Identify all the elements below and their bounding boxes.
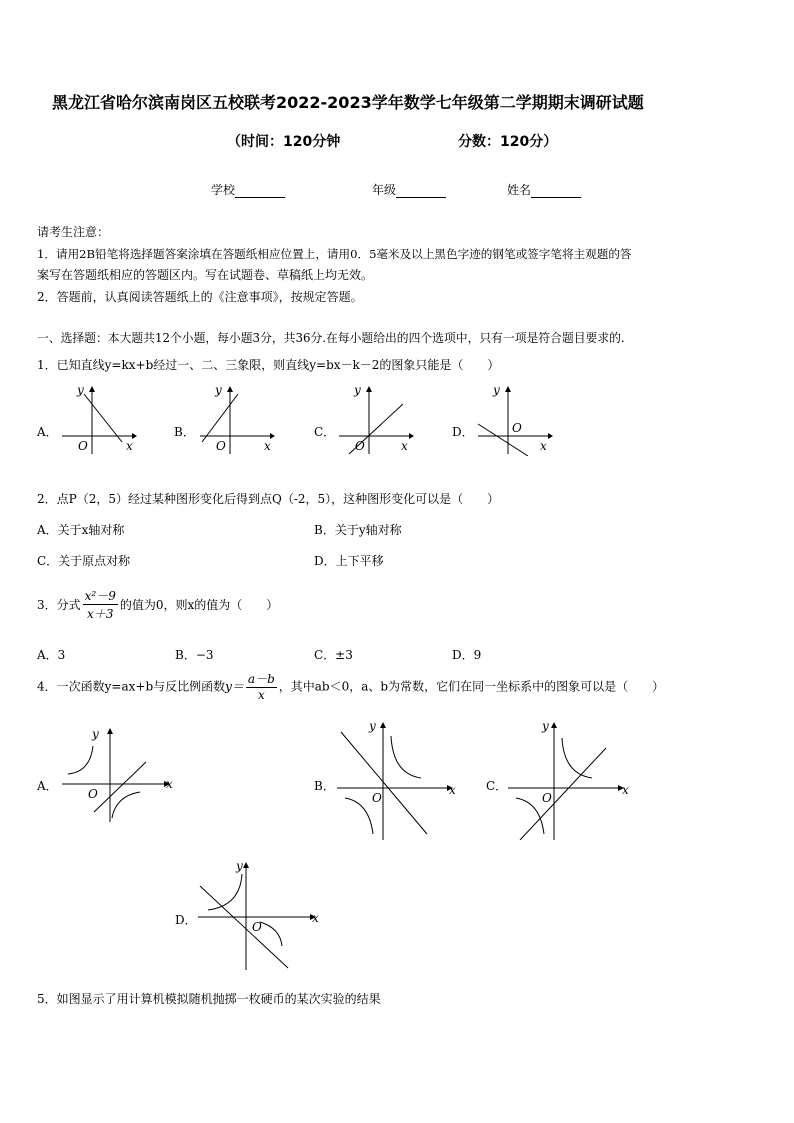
- grade-blank[interactable]: [396, 185, 446, 198]
- q1-option-a[interactable]: A．: [37, 425, 58, 439]
- q2-option-b[interactable]: B．关于y轴对称: [314, 523, 402, 537]
- y-label: y: [369, 719, 376, 733]
- y-label: y: [215, 383, 222, 397]
- origin-label: O: [372, 791, 382, 805]
- q4-lhs: y＝: [225, 679, 244, 694]
- q4-fraction-den: x: [257, 688, 265, 702]
- q1-stem: 1．已知直线y=kx+b经过一、二、三象限，则直线y=bx－k－2的图象只能是（ ）: [37, 358, 500, 372]
- x-label: x: [166, 777, 173, 791]
- notice-line-1: 1．请用2B铅笔将选择题答案涂填在答题纸相应位置上，请用0．5毫米及以上黑色字迹的钢笔或签字笔将主观题的答: [37, 247, 632, 261]
- exam-time: （时间：120分钟: [227, 134, 341, 150]
- notice-line-2: 2．答题前，认真阅读答题纸上的《注意事项》，按规定答题。: [37, 290, 363, 304]
- q3-post: 的值为0，则x的值为（ ）: [119, 598, 279, 612]
- origin-label: O: [88, 787, 98, 801]
- q4-pre: 4．一次函数y=ax+b与反比例函数: [37, 679, 226, 694]
- x-label: x: [540, 439, 547, 453]
- name-field[interactable]: [507, 181, 581, 198]
- x-label: x: [622, 783, 629, 797]
- q3-fraction-num: x²－9: [84, 589, 116, 603]
- q4-post: ，其中ab＜0，a、b为常数，它们在同一坐标系中的图象可以是（ ）: [278, 679, 665, 694]
- q3-option-a[interactable]: A．3: [37, 648, 66, 662]
- origin-label: O: [216, 439, 226, 453]
- q2-option-c[interactable]: C．关于原点对称: [37, 554, 131, 568]
- x-label: x: [401, 439, 408, 453]
- q1-graph-d: [476, 382, 556, 456]
- name-label: 姓名: [507, 183, 532, 197]
- q2-option-d[interactable]: D．上下平移: [314, 554, 384, 568]
- school-label: 学校: [211, 183, 236, 197]
- q1-option-d[interactable]: D．: [452, 425, 474, 439]
- q4-fraction: [246, 670, 277, 702]
- q5-stem: 5．如图显示了用计算机模拟随机抛掷一枚硬币的某次实验的结果: [37, 992, 381, 1006]
- q2-option-a[interactable]: A．关于x轴对称: [37, 523, 125, 537]
- page-title: 黑龙江省哈尔滨南岗区五校联考2022-2023学年数学七年级第二学期期末调研试题: [52, 93, 644, 112]
- q3-fraction: [83, 587, 118, 622]
- q1-option-b[interactable]: B．: [174, 425, 195, 439]
- notice-heading: 请考生注意：: [37, 225, 110, 239]
- y-label: y: [77, 383, 84, 397]
- q4-option-c[interactable]: C．: [486, 779, 508, 793]
- q1-graph-c: [337, 382, 417, 456]
- q3-option-d[interactable]: D．9: [452, 648, 482, 662]
- y-label: y: [354, 383, 361, 397]
- y-label: y: [92, 727, 99, 741]
- name-blank[interactable]: [531, 185, 581, 198]
- q4-option-a[interactable]: A．: [37, 779, 58, 793]
- x-label: x: [126, 439, 133, 453]
- school-blank[interactable]: [235, 185, 285, 198]
- q4-graph-a: [60, 722, 180, 822]
- origin-label: O: [542, 791, 552, 805]
- q1-option-c[interactable]: C．: [314, 425, 336, 439]
- q3-option-b[interactable]: B．−3: [175, 648, 214, 662]
- y-label: y: [542, 719, 549, 733]
- q4-graph-c: [506, 716, 636, 840]
- y-label: y: [236, 859, 243, 873]
- q4-option-d[interactable]: D．: [175, 913, 197, 927]
- origin-label: O: [78, 439, 88, 453]
- q3-fraction-den: x＋3: [87, 607, 114, 621]
- section-heading: 一、选择题：本大题共12个小题，每小题3分，共36分.在每小题给出的四个选项中，只有一项是符合题目要求的.: [37, 331, 625, 345]
- grade-field[interactable]: [372, 181, 446, 198]
- notice-line-1b: 案写在答题纸相应的答题区内。写在试题卷、草稿纸上均无效。: [37, 268, 374, 282]
- y-label: y: [493, 383, 500, 397]
- q1-graph-b: [198, 382, 278, 456]
- q3-option-c[interactable]: C．±3: [314, 648, 353, 662]
- q3-stem: [37, 587, 278, 622]
- q4-graph-b: [335, 716, 465, 840]
- x-label: x: [449, 783, 456, 797]
- q4-fraction-num: a－b: [247, 672, 275, 686]
- school-field[interactable]: [211, 181, 285, 198]
- x-label: x: [264, 439, 271, 453]
- origin-label: O: [512, 421, 522, 435]
- exam-score: 分数：120分）: [458, 134, 558, 150]
- origin-label: O: [252, 920, 262, 934]
- x-label: x: [312, 911, 319, 925]
- grade-label: 年级: [372, 183, 397, 197]
- q3-pre: 3．分式: [37, 598, 81, 612]
- q4-graph-d: [196, 856, 326, 970]
- origin-label: O: [355, 439, 365, 453]
- q4-option-b[interactable]: B．: [314, 779, 335, 793]
- q4-stem: [37, 670, 664, 702]
- q2-stem: 2．点P（2，5）经过某种图形变化后得到点Q（-2，5），这种图形变化可以是（ ）: [37, 492, 500, 506]
- q1-graph-a: [60, 382, 140, 456]
